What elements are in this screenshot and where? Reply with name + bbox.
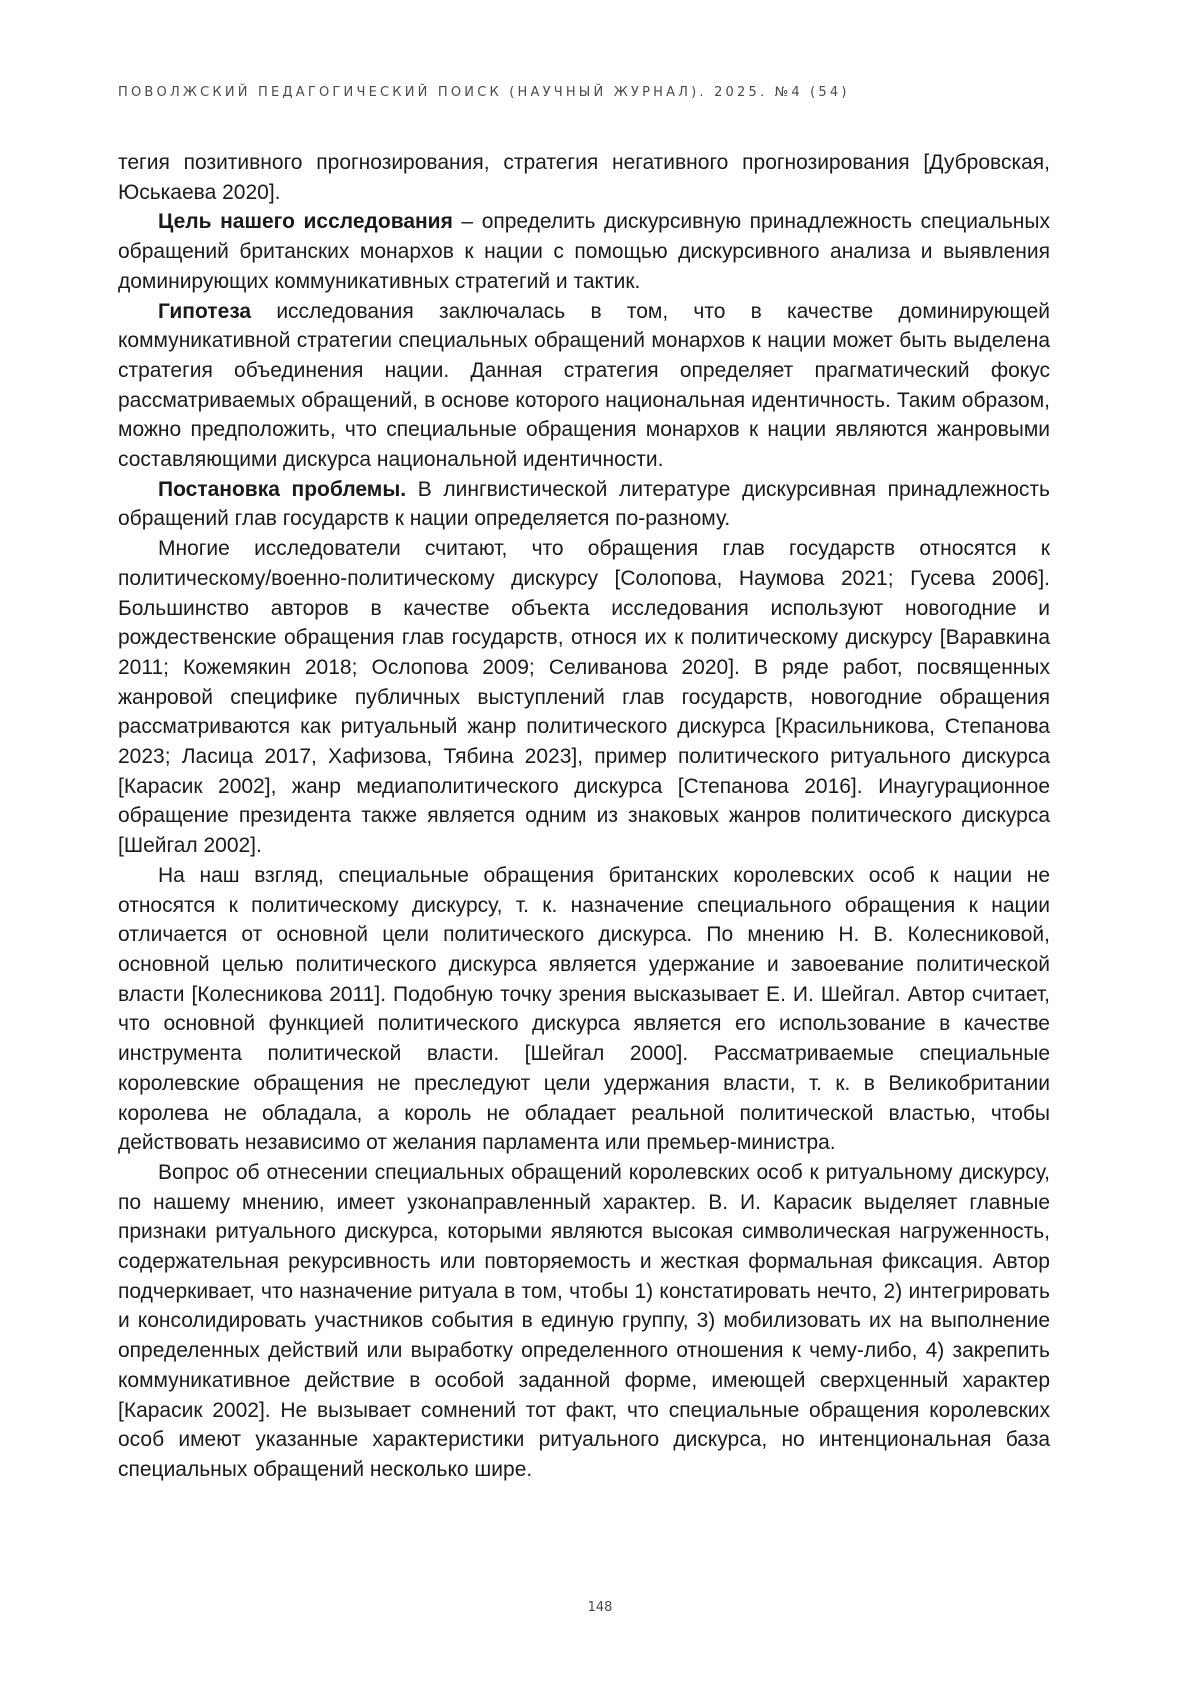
hypothesis-text: исследования заключалась в том, что в качестве доминирующей коммуникативной стратегии специальных обращений монархов к нации может быть выделена стратегия объединения нации. Данная стратегия определяет прагматический фокус рассматриваемых обращений, в основе которого национальная идентичность. Таким образом, можно предположить, что специальные обращения монархов к нации являются жанровыми составляющими дискурса национальной идентичности. — [118, 299, 1050, 472]
paragraph-continuation: тегия позитивного прогнозирования, стратегия негативного прогнозирования [Дубровская, Юськаева 2020]. — [118, 151, 1050, 204]
paragraph-hypothesis — [118, 297, 1050, 475]
paragraph-ritual-discourse: Вопрос об отнесении специальных обращений королевских особ к ритуальному дискурсу, по нашему мнению, имеет узконаправленный характер. В. И. Карасик выделяет главные признаки ритуального дискурса, которыми являются высокая символическая нагруженность, содержательная рекурсивность или повторяемость и жесткая формальная фиксация. Автор подчеркивает, что назначение ритуала в том, чтобы 1) констатировать нечто, 2) интегрировать и консолидировать участников события в единую группу, 3) мобилизовать их на выполнение определенных действий или выработку определенного отношения к чему-либо, 4) закрепить коммуникативное действие в особой заданной форме, имеющей сверхценный характер [Карасик 2002]. Не вызывает сомнений тот факт, что специальные обращения королевских особ имеют указанные характеристики ритуального дискурса, но интенциональная база специальных обращений несколько шире. — [118, 1160, 1050, 1481]
problem-statement-text: В лингвистической литературе дискурсивная принадлежность обращений глав государств к нации определяется по-разному. — [118, 477, 1050, 531]
page-number: 148 — [587, 1600, 613, 1615]
research-goal-text: – определить дискурсивную принадлежность специальных обращений британских монархов к нации с помощью дискурсивного анализа и выявления доминирующих коммуникативных стратегий и тактик. — [118, 210, 1050, 293]
paragraph-problem-statement — [118, 475, 1050, 534]
hypothesis-heading: Гипотеза — [158, 299, 252, 323]
running-head: ПОВОЛЖСКИЙ ПЕДАГОГИЧЕСКИЙ ПОИСК (НАУЧНЫЙ ЖУРНАЛ). 2025. №4 (54) — [118, 85, 850, 100]
article-body — [118, 148, 1050, 1485]
research-goal-heading: Цель нашего исследования — [158, 210, 453, 234]
problem-statement-heading: Постановка проблемы. — [158, 477, 407, 501]
paragraph-our-view: На наш взгляд, специальные обращения британских королевских особ к нации не относятся к политическому дискурсу, т. к. назначение специального обращения к нации отличается от основной цели политического дискурса. По мнению Н. В. Колесниковой, основной целью политического дискурса является удержание и завоевание политической власти [Колесникова 2011]. Подобную точку зрения высказывает Е. И. Шейгал. Автор считает, что основной функцией политического дискурса является его использование в качестве инструмента политической власти. [Шейгал 2000]. Рассматриваемые специальные королевские обращения не преследуют цели удержания власти, т. к. в Великобритании королева не обладала, а король не обладает реальной политической властью, чтобы действовать независимо от желания парламента или премьер-министра. — [118, 863, 1050, 1155]
paragraph-political-discourse: Многие исследователи считают, что обращения глав государств относятся к политическому/военно-политическому дискурсу [Солопова, Наумова 2021; Гусева 2006]. Большинство авторов в качестве объекта исследования используют новогодние и рождественские обращения глав государств, относя их к политическому дискурсу [Варавкина 2011; Кожемякин 2018; Ослопова 2009; Селиванова 2020]. В ряде работ, посвященных жанровой специфике публичных выступлений глав государств, новогодние обращения рассматриваются как ритуальный жанр политического дискурса [Красильникова, Степанова 2023; Ласица 2017, Хафизова, Тябина 2023], пример политического ритуального дискурса [Карасик 2002], жанр медиаполитического дискурса [Степанова 2016]. Инаугурационное обращение президента также является одним из знаковых жанров политического дискурса [Шейгал 2002]. — [118, 537, 1050, 858]
paragraph-research-goal — [118, 207, 1050, 296]
